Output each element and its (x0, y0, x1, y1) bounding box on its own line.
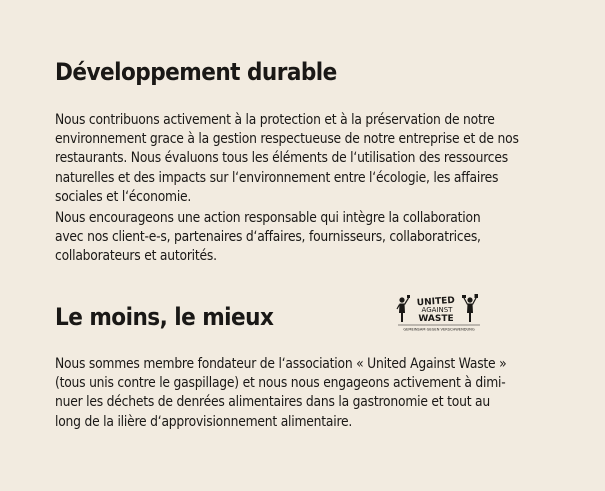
chef-left-icon (397, 295, 410, 322)
text-line: (tous unis contre le gaspillage) et nous nous engageons activement à dimi- (55, 375, 506, 392)
text-line: Nous encourageons une action responsable qui intègre la collaboration (55, 210, 481, 226)
text-line: naturelles et des impacts sur l‘environnement entre l‘écologie, les affaires (55, 169, 499, 186)
text-line: avec nos client-e-s, partenaires d‘affaires, fournisseurs, collaboratrices, (55, 229, 481, 246)
text-line: environnement grace à la gestion respectueuse de notre entreprise et de nos (55, 131, 519, 148)
text-line: Nous sommes membre fondateur de l‘association « United Against Waste » (55, 356, 507, 372)
section-title-sustainable-development: Développement durable (55, 58, 337, 86)
section-title-less-is-more: Le moins, le mieux (55, 303, 274, 331)
text-line: nuer les déchets de denrées alimentaires dans la gastronomie et tout au (55, 394, 490, 411)
chef-right-icon (462, 294, 478, 322)
text-line: restaurants. Nous évaluons tous les éléments de l‘utilisation des ressources (55, 150, 508, 167)
logo-tagline: GEMEINSAM GEGEN VERSCHWENDUNG (403, 327, 475, 332)
united-against-waste-logo (396, 292, 484, 334)
text-line: long de la ilière d‘approvisionnement alimentaire. (55, 413, 353, 430)
logo-word-waste: WASTE (418, 314, 454, 324)
paragraph-united-against-waste (55, 355, 542, 432)
logo-word-united: UNITED (416, 295, 456, 309)
paragraph-sustainability-intro (55, 111, 542, 207)
text-line: sociales et l‘économie. (55, 188, 192, 205)
logo-word-against: AGAINST (421, 306, 453, 314)
text-line: collaborateurs et autorités. (55, 248, 217, 265)
paragraph-responsible-action (55, 209, 542, 267)
text-line: Nous contribuons activement à la protection et à la préservation de notre (55, 112, 495, 128)
